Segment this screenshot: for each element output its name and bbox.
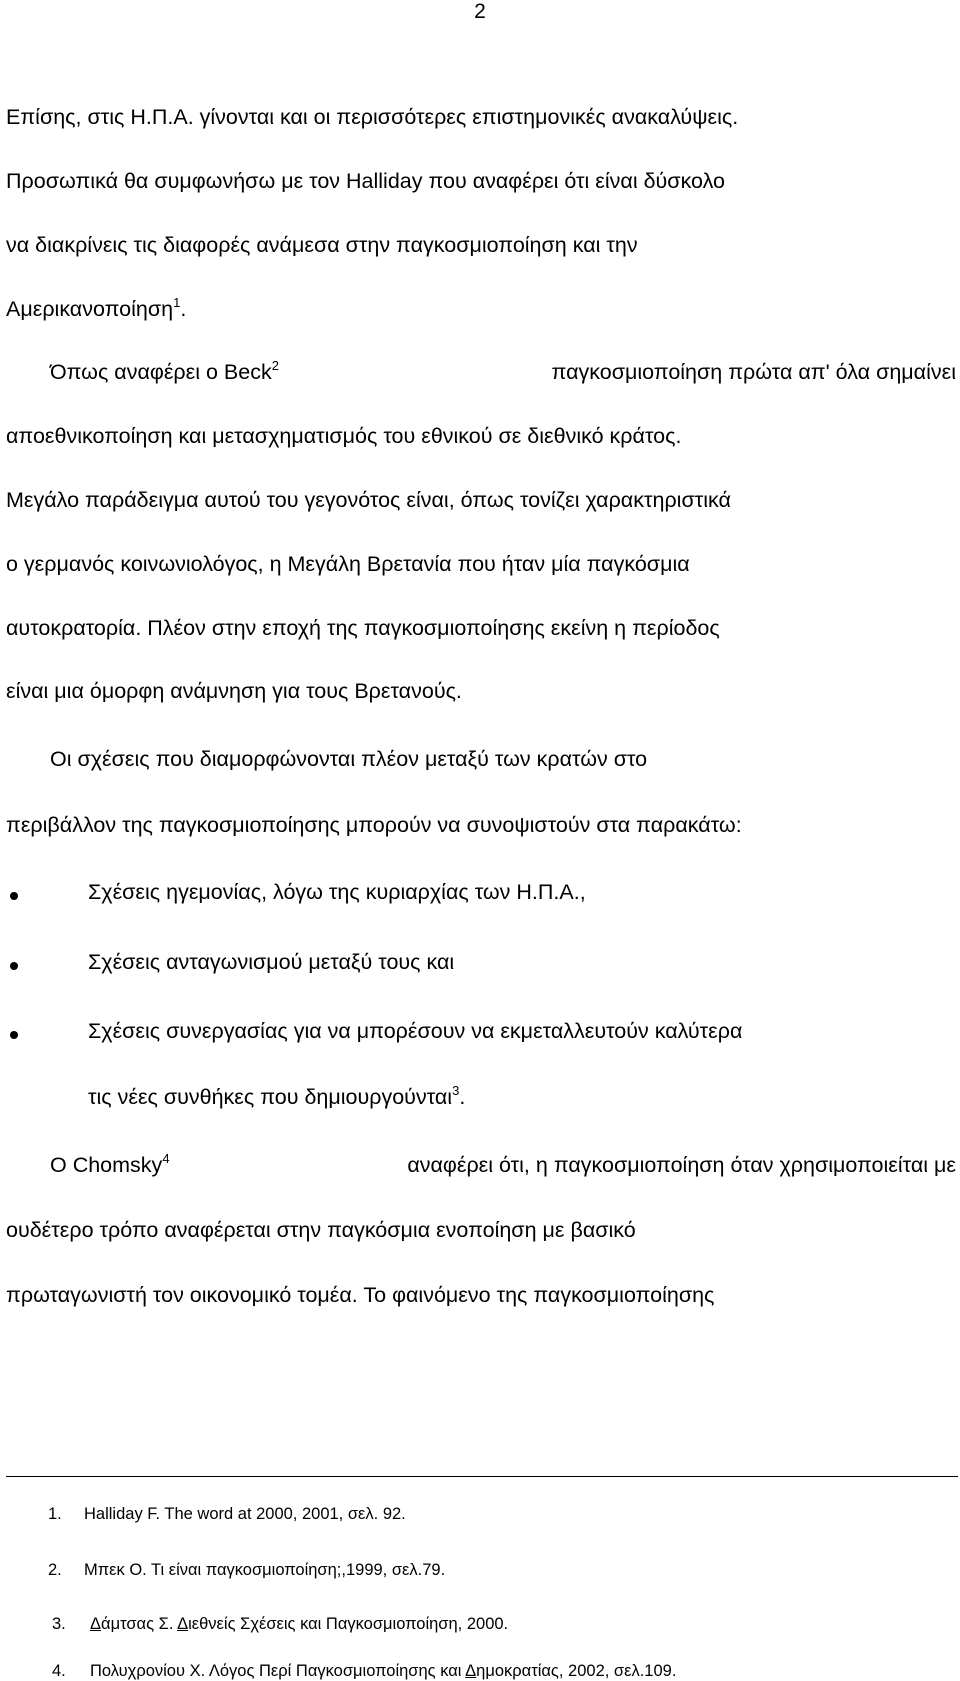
bullet-item: Σχέσεις ηγεμονίας, λόγω της κυριαρχίας των Η.Π.Α., xyxy=(88,880,586,904)
text-line xyxy=(50,357,956,387)
bullet-item: Σχέσεις συνεργασίας για να μπορέσουν να εκμεταλλευτούν καλύτερα xyxy=(88,1019,743,1043)
text-line: Μεγάλο παράδειγμα αυτού του γεγονότος είναι, όπως τονίζει χαρακτηριστικά xyxy=(6,488,731,512)
text-span xyxy=(50,357,279,387)
text-part: Πολυχρονίου Χ. Λόγος Περί Παγκοσμιοποίησης και xyxy=(90,1662,466,1680)
text-line xyxy=(50,1150,956,1180)
text-line: αποεθνικοποίηση και μετασχηματισμός του εθνικού σε διεθνικό κράτος. xyxy=(6,424,682,448)
footnote-text: Halliday F. The word at 2000, 2001, σελ. 92. xyxy=(84,1505,406,1523)
text-line: ο γερμανός κοινωνιολόγος, η Μεγάλη Βρετανία που ήταν μία παγκόσμια xyxy=(6,552,690,576)
text-line: περιβάλλον της παγκοσμιοποίησης μπορούν να συνοψιστούν στα παρακάτω: xyxy=(6,813,742,837)
bullet-icon xyxy=(10,892,18,900)
text-line: είναι μια όμορφη ανάμνηση για τους Βρετανούς. xyxy=(6,679,462,703)
text-span: τις νέες συνθήκες που δημιουργούνται xyxy=(88,1085,453,1109)
text-line: Αμερικανοποίηση$^1$. xyxy=(6,295,187,321)
page-number: 2 xyxy=(474,0,486,23)
text-part: Δ xyxy=(465,1662,477,1680)
footnote-text xyxy=(90,1661,676,1681)
footnote-number: 1. xyxy=(48,1505,62,1523)
text-span xyxy=(50,1150,170,1180)
footnote-number: 3. xyxy=(52,1615,66,1633)
footnote-number: 4. xyxy=(52,1662,66,1680)
bullet-icon xyxy=(10,1031,18,1039)
text-span: αναφέρει ότι, η παγκοσμιοποίηση όταν χρησιμοποιείται με xyxy=(407,1153,956,1177)
footnote-ref[interactable]: 4 xyxy=(162,1151,170,1166)
text-span: Αμερικανοποίηση xyxy=(6,297,174,321)
text-span: παγκοσμιοποίηση πρώτα απ' όλα σημαίνει xyxy=(551,360,956,384)
text-line: Επίσης, στις Η.Π.Α. γίνονται και οι περισσότερες επιστημονικές ανακαλύψεις. xyxy=(6,105,739,129)
text-part: Δ xyxy=(177,1615,189,1633)
footnote-text: Μπεκ Ο. Τι είναι παγκοσμιοποίηση;,1999, σελ.79. xyxy=(84,1561,446,1579)
footnote-text xyxy=(90,1614,508,1634)
text-line: Προσωπικά θα συμφωνήσω με τον Halliday που αναφέρει ότι είναι δύσκολο xyxy=(6,169,725,193)
text-part: ημοκρατίας, 2002, σελ.109. xyxy=(476,1662,677,1680)
text-line: Οι σχέσεις που διαμορφώνονται πλέον μεταξύ των κρατών στο xyxy=(50,747,648,771)
text-part: ιεθνείς Σχέσεις και Παγκοσμιοποίηση, 2000. xyxy=(188,1615,509,1633)
text-part: Δ xyxy=(90,1615,102,1633)
footnote-divider xyxy=(6,1476,958,1477)
text-part: Όπως αναφέρει ο Beck xyxy=(50,360,272,384)
bullet-item-continuation: τις νέες συνθήκες που δημιουργούνται$^3$. xyxy=(88,1083,466,1109)
bullet-icon xyxy=(10,962,18,970)
text-line: πρωταγωνιστή τον οικονομικό τομέα. Το φαινόμενο της παγκοσμιοποίησης xyxy=(6,1283,715,1307)
text-part: άμτσας Σ. xyxy=(101,1615,178,1633)
text-line: αυτοκρατορία. Πλέον στην εποχή της παγκοσμιοποίησης εκείνη η περίοδος xyxy=(6,616,720,640)
footnote-ref[interactable]: 3 xyxy=(452,1083,460,1098)
footnote-ref[interactable]: 2 xyxy=(271,358,279,373)
footnote-number: 2. xyxy=(48,1561,62,1579)
footnote-ref[interactable]: 1 xyxy=(173,295,181,310)
text-line: να διακρίνεις τις διαφορές ανάμεσα στην παγκοσμιοποίηση και την xyxy=(6,233,638,257)
text-part: Ο Chomsky xyxy=(50,1153,163,1177)
text-line: ουδέτερο τρόπο αναφέρεται στην παγκόσμια ενοποίηση με βασικό xyxy=(6,1218,636,1242)
bullet-item: Σχέσεις ανταγωνισμού μεταξύ τους και xyxy=(88,950,455,974)
